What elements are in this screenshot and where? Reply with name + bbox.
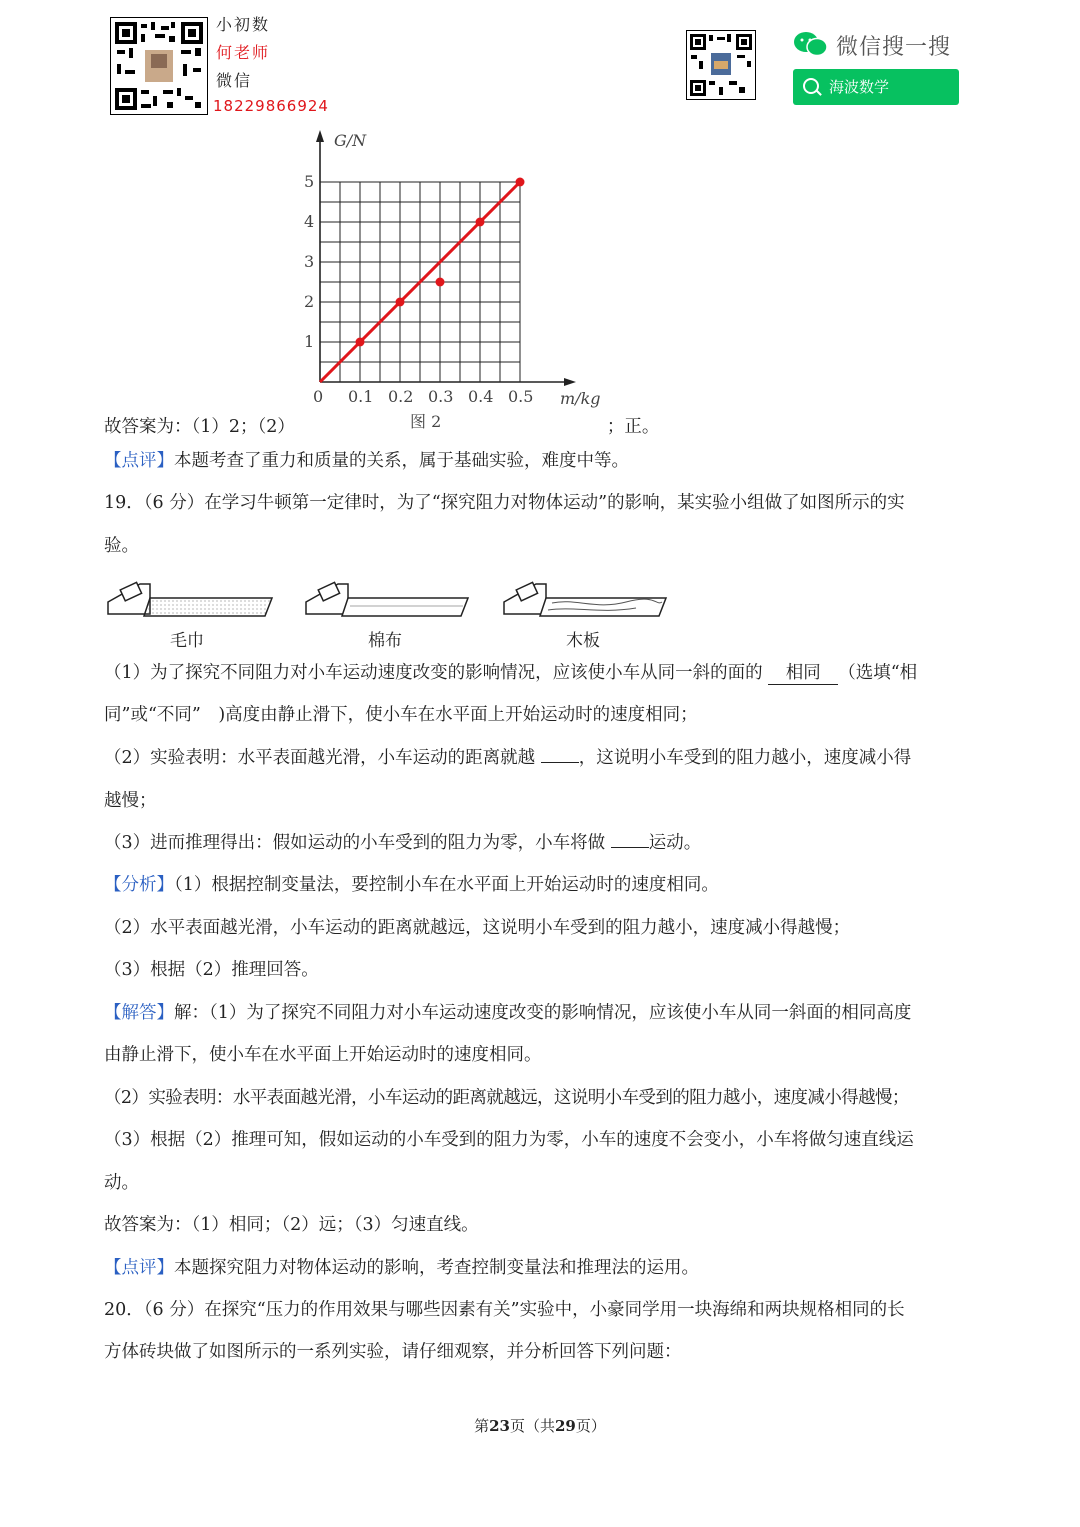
question-19-part-1-line-2: 同”或“不同” )高度由静止滑下，使小车在水平面上开始运动时的速度相同； xyxy=(104,705,698,725)
qr-code-left xyxy=(110,17,208,115)
y-tick-label: 3 xyxy=(304,252,315,271)
page-footer: 第23页（共29页） xyxy=(474,1417,606,1435)
answer-suffix: ；正。 xyxy=(606,417,660,437)
wechat-search-label: 微信搜一搜 xyxy=(836,35,952,60)
question-20-line-2: 方体砖块做了如图所示的一系列实验，请仔细观察，并分析回答下列问题： xyxy=(104,1342,682,1362)
x-tick-label: 0.1 xyxy=(348,387,374,406)
x-axis-label: m/kg xyxy=(560,389,601,408)
review-text: 本题考查了重力和质量的关系，属于基础实验，难度中等。 xyxy=(174,451,629,471)
solution-line-3: （3）根据（2）推理可知，假如运动的小车受到的阻力为零，小车的速度不会变小，小车将做匀速直线运 xyxy=(104,1130,914,1150)
contact-line-2: 何老师 xyxy=(216,43,271,62)
ramp-figure xyxy=(100,572,680,628)
label-wood: 木板 xyxy=(566,631,600,651)
review-tag: 【点评】 xyxy=(104,451,174,471)
answer-blank-3 xyxy=(611,847,649,848)
final-answer: 故答案为：（1）相同；（2）远；（3）匀速直线。 xyxy=(104,1215,479,1235)
page-total: 29 xyxy=(555,1417,576,1435)
analysis-line-3: （3）根据（2）推理回答。 xyxy=(104,960,319,980)
data-point xyxy=(516,178,525,187)
origin-label: 0 xyxy=(313,387,324,406)
label-towel: 毛巾 xyxy=(170,631,204,651)
data-point xyxy=(356,338,365,347)
y-axis-label: G/N xyxy=(334,131,367,150)
analysis-tag: 【分析】 xyxy=(104,875,174,895)
solution-line-2: （2）实验表明：水平表面越光滑，小车运动的距离就越远，这说明小车受到的阻力越小，速度减小得越慢； xyxy=(104,1088,909,1108)
gravity-mass-chart xyxy=(300,122,620,440)
chart-caption: 图 2 xyxy=(410,412,442,431)
answer-blank-1: 相同 xyxy=(768,662,838,685)
analysis-line-2: （2）水平表面越光滑，小车运动的距离就越远，这说明小车受到的阻力越小，速度减小得越慢； xyxy=(104,918,851,938)
solution-tag: 【解答】 xyxy=(104,1003,174,1023)
label-cotton: 棉布 xyxy=(368,631,402,651)
search-button-label: 海波数学 xyxy=(829,78,890,96)
ramp-towel xyxy=(108,582,272,616)
review-19: 【点评】本题探究阻力对物体运动的影响，考查控制变量法和推理法的运用。 xyxy=(104,1258,699,1278)
contact-line-1: 小初数 xyxy=(216,15,271,34)
y-tick-label: 4 xyxy=(304,212,315,231)
question-19-line-1: 19．（6 分）在学习牛顿第一定律时，为了“探究阻力对物体运动”的影响，某实验小组做了如图所示的实 xyxy=(104,493,905,513)
search-icon-handle xyxy=(816,90,822,96)
question-19-line-2: 验。 xyxy=(104,536,139,556)
page-number: 23 xyxy=(489,1417,510,1435)
ramp-wood xyxy=(504,582,666,616)
search-button[interactable] xyxy=(793,69,959,105)
question-19-part-2: （2）实验表明：水平表面越光滑，小车运动的距离就越 ，这说明小车受到的阻力越小，速度减小得 xyxy=(104,748,912,768)
x-tick-label: 0.5 xyxy=(508,387,534,406)
wechat-icon xyxy=(793,30,829,58)
solution-line-3b: 动。 xyxy=(104,1173,139,1193)
y-tick-label: 5 xyxy=(304,172,315,191)
x-tick-label: 0.4 xyxy=(468,387,494,406)
review-18 xyxy=(104,440,984,482)
y-tick-label: 2 xyxy=(304,292,315,311)
solution-line-1: 【解答】解：（1）为了探究不同阻力对小车运动速度改变的影响情况，应该使小车从同一斜面的相同高度 xyxy=(104,1003,912,1023)
x-tick-label: 0.3 xyxy=(428,387,454,406)
data-point xyxy=(476,218,485,227)
question-20-line-1: 20．（6 分）在探究“压力的作用效果与哪些因素有关”实验中，小豪同学用一块海绵和两块规格相同的长 xyxy=(104,1300,905,1320)
qr-code-right xyxy=(686,30,756,100)
review-tag-2: 【点评】 xyxy=(104,1258,174,1278)
x-tick-label: 0.2 xyxy=(388,387,414,406)
data-point xyxy=(396,298,405,307)
y-tick-label: 1 xyxy=(304,332,315,351)
contact-line-3: 微信 xyxy=(216,71,253,90)
ramp-cotton xyxy=(306,582,468,616)
question-19-part-2-line-2: 越慢； xyxy=(104,791,157,811)
question-19-part-3: （3）进而推理得出：假如运动的小车受到的阻力为零，小车将做 运动。 xyxy=(104,833,702,853)
analysis-line-1: 【分析】（1）根据控制变量法，要控制小车在水平面上开始运动时的速度相同。 xyxy=(104,875,719,895)
answer-prefix: 故答案为：（1）2；（2） xyxy=(104,417,295,437)
solution-line-1b: 由静止滑下，使小车在水平面上开始运动时的速度相同。 xyxy=(104,1045,542,1065)
question-19-part-1: （1）为了探究不同阻力对小车运动速度改变的影响情况，应该使小车从同一斜的面的 相同 （选填“相 xyxy=(104,663,918,683)
answer-blank-2 xyxy=(541,762,579,763)
contact-phone: 18229866924 xyxy=(213,97,329,115)
data-point xyxy=(436,278,445,287)
